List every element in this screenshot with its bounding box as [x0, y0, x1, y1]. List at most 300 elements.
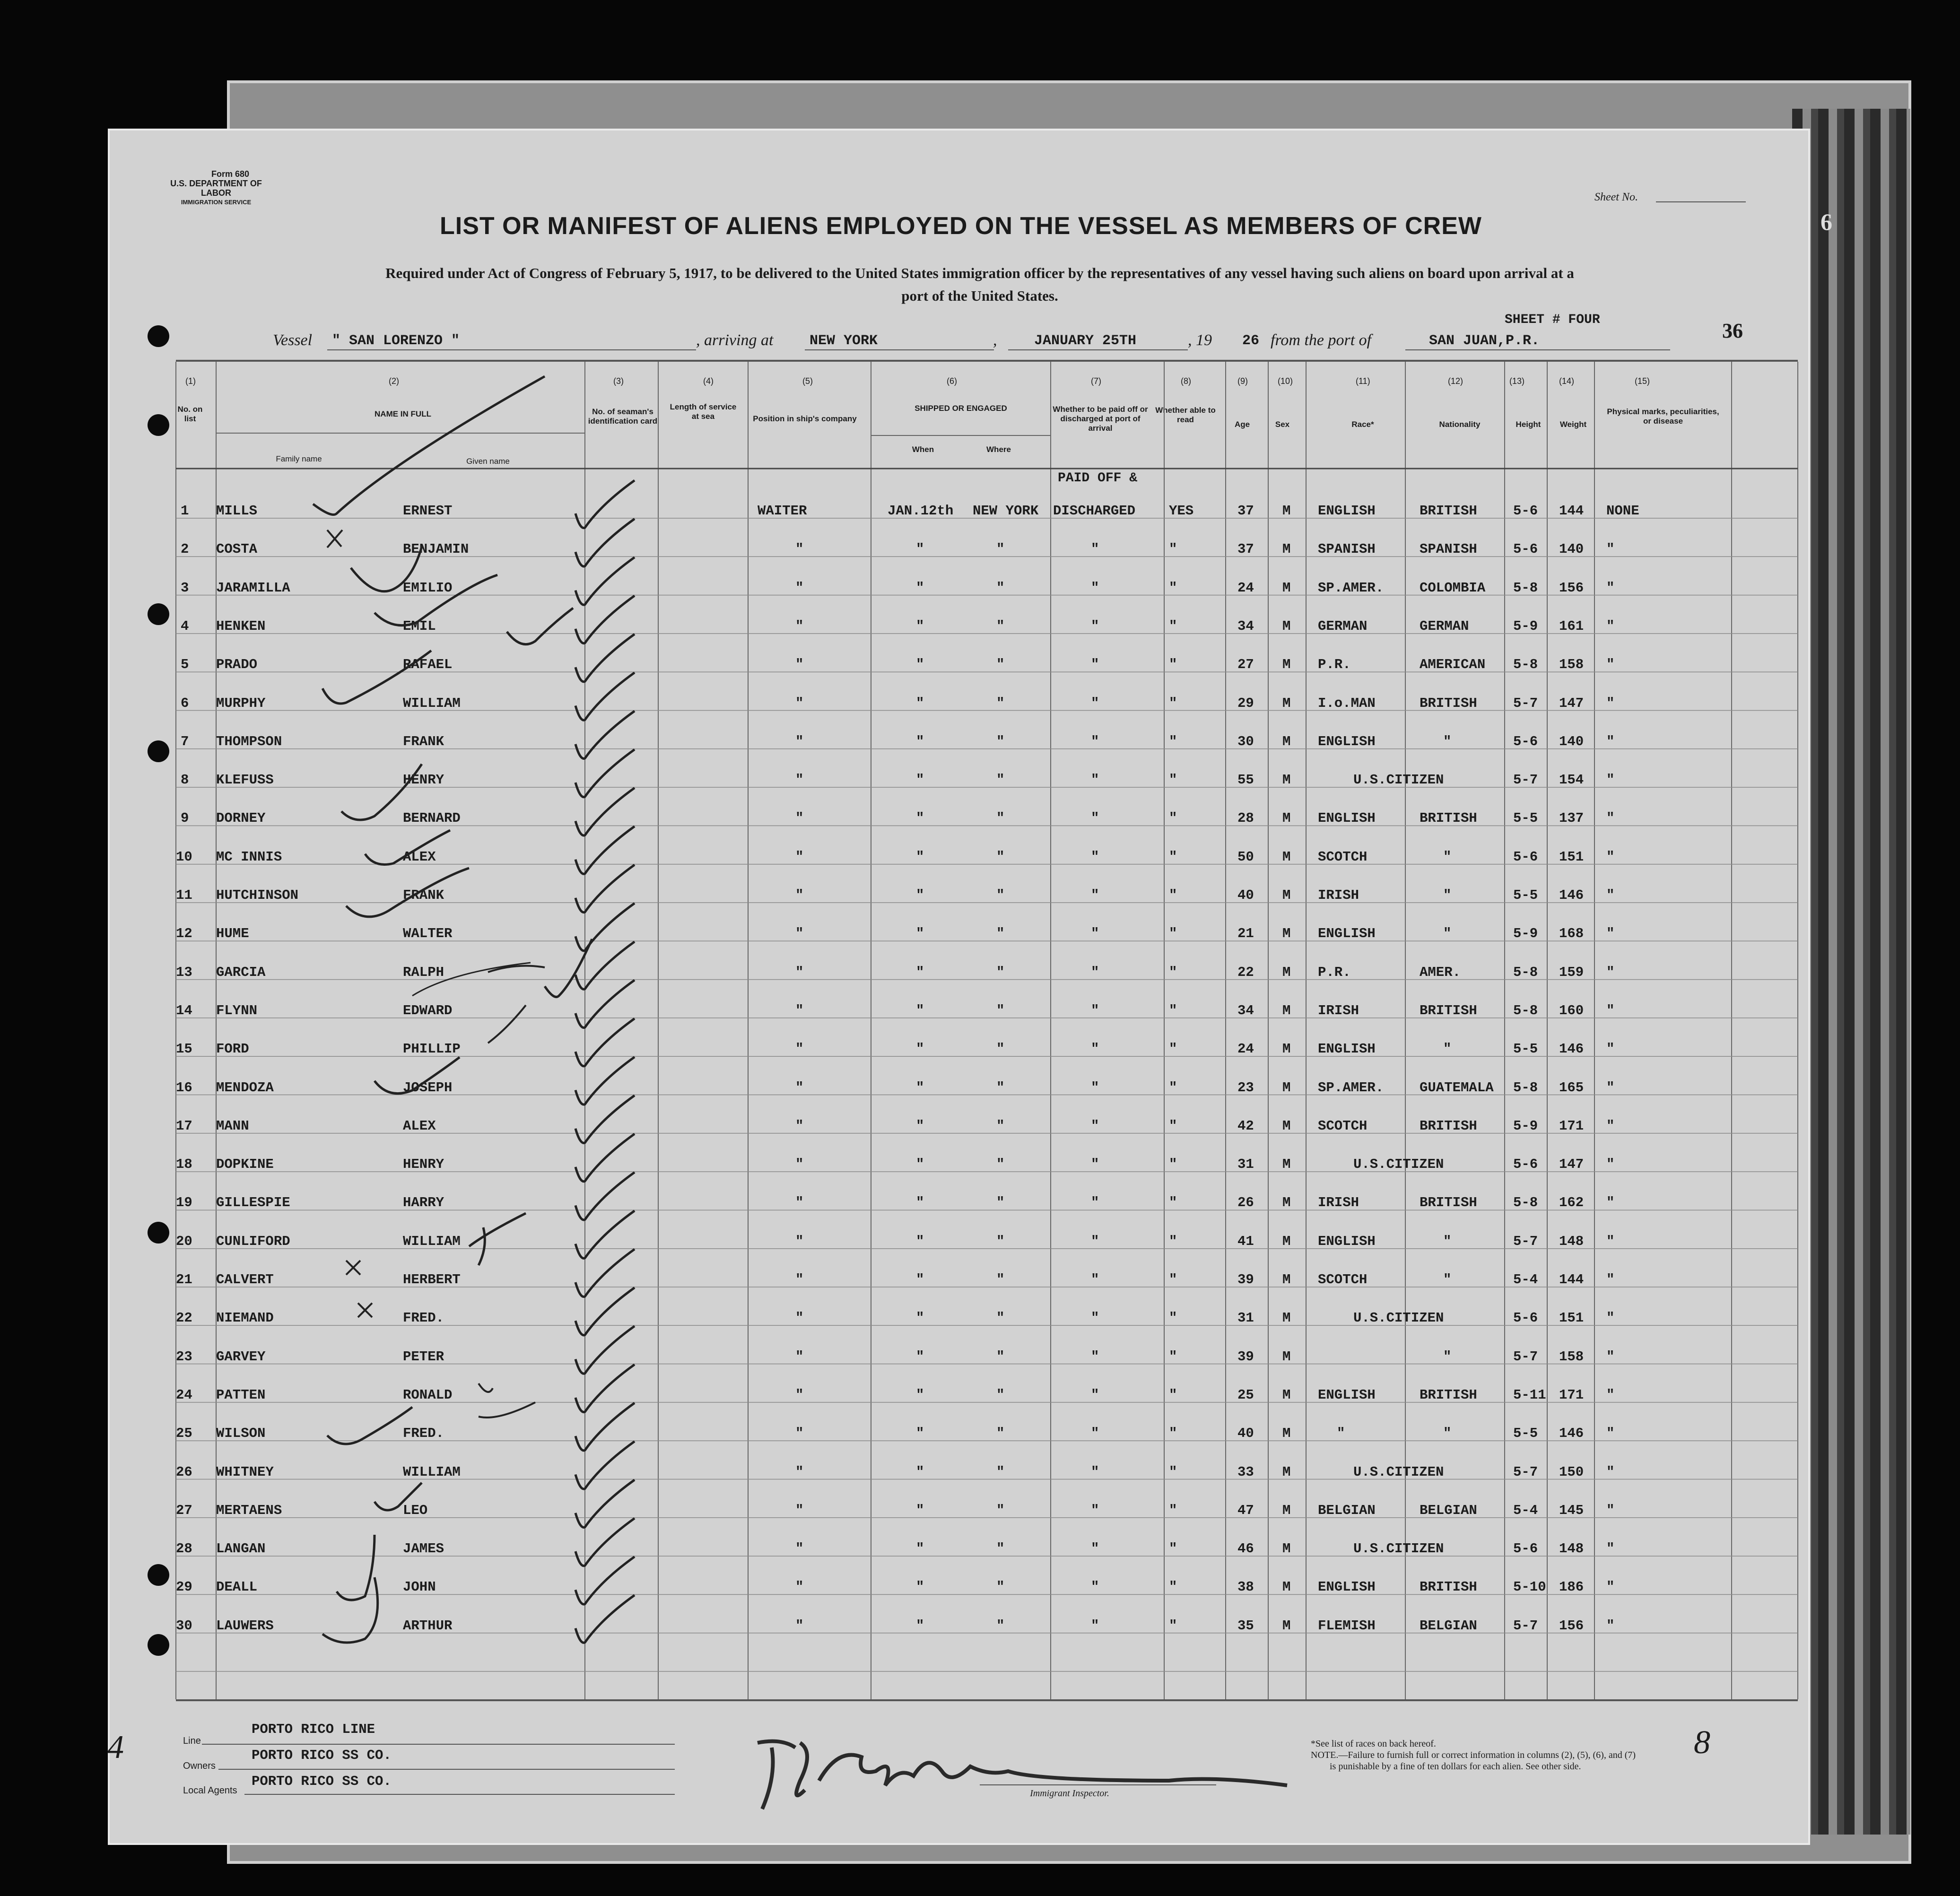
cell-physical-marks: "	[1606, 1348, 1615, 1365]
table-row	[110, 1186, 1812, 1225]
cell-weight: 144	[1559, 1272, 1584, 1287]
cell-paid-off: "	[1091, 849, 1099, 865]
cell-given-name: EMILIO	[403, 580, 453, 596]
cell-age: 25	[1237, 1387, 1254, 1403]
header-age: Age	[1234, 420, 1250, 429]
cell-able-to-read: "	[1169, 618, 1177, 634]
cell-age: 42	[1237, 1118, 1254, 1134]
table-row	[110, 1571, 1812, 1609]
cell-race: ENGLISH	[1318, 1387, 1376, 1403]
cell-able-to-read: "	[1169, 1502, 1177, 1518]
cell-position: "	[795, 887, 804, 903]
cell-nationality: U.S.CITIZEN	[1353, 1464, 1444, 1480]
cell-race: IRISH	[1318, 1002, 1359, 1018]
cell-sex: M	[1282, 810, 1291, 826]
cell-position: "	[795, 1157, 804, 1173]
cell-shipped-when: "	[916, 618, 924, 634]
cell-physical-marks: NONE	[1606, 503, 1639, 519]
table-row	[110, 994, 1812, 1033]
cell-position: "	[795, 1387, 804, 1403]
cell-position: "	[795, 1118, 804, 1134]
page-title: LIST OR MANIFEST OF ALIENS EMPLOYED ON THE VESSEL AS MEMBERS OF CREW	[440, 212, 1482, 240]
cell-race: ENGLISH	[1318, 503, 1376, 519]
cell-shipped-when: "	[916, 1348, 924, 1365]
cell-shipped-where: "	[996, 1464, 1005, 1480]
cell-weight: 165	[1559, 1079, 1584, 1096]
cell-age: 27	[1237, 657, 1254, 673]
cell-able-to-read: "	[1169, 1579, 1177, 1595]
cell-physical-marks: "	[1606, 1195, 1615, 1211]
inspector-label: Immigrant Inspector.	[1030, 1788, 1109, 1799]
header-height: Height	[1516, 420, 1541, 429]
cell-age: 28	[1237, 810, 1254, 826]
cell-height: 5-6	[1513, 1157, 1538, 1173]
cell-family-name: LAUWERS	[216, 1618, 274, 1634]
cell-paid-off: "	[1091, 1387, 1099, 1403]
cell-height: 5-6	[1513, 1310, 1538, 1326]
cell-physical-marks: "	[1606, 1310, 1615, 1326]
table-row	[110, 1340, 1812, 1379]
cell-position: "	[795, 1618, 804, 1634]
cell-physical-marks: "	[1606, 1002, 1615, 1018]
cell-shipped-when: "	[916, 849, 924, 865]
cell-nationality: "	[1443, 887, 1452, 903]
cell-shipped-when: "	[916, 1387, 924, 1403]
cell-age: 24	[1237, 580, 1254, 596]
cell-race: ENGLISH	[1318, 733, 1376, 749]
cell-weight: 154	[1559, 772, 1584, 788]
table-row	[110, 879, 1812, 918]
cell-position: "	[795, 849, 804, 865]
cell-physical-marks: "	[1606, 1579, 1615, 1595]
cell-position: "	[795, 1348, 804, 1365]
cell-paid-off: "	[1091, 1041, 1099, 1057]
cell-physical-marks: "	[1606, 810, 1615, 826]
cell-shipped-where: "	[996, 1233, 1005, 1249]
cell-shipped-where: "	[996, 1079, 1005, 1096]
table-row	[110, 648, 1812, 687]
cell-race: ENGLISH	[1318, 810, 1376, 826]
cell-given-name: JOSEPH	[403, 1079, 453, 1096]
col-num-1: (1)	[185, 376, 196, 386]
cell-family-name: MILLS	[216, 503, 258, 519]
cell-family-name: PRADO	[216, 657, 258, 673]
cell-height: 5-11	[1513, 1387, 1546, 1403]
col-num-7: (7)	[1091, 376, 1101, 386]
cell-weight: 137	[1559, 810, 1584, 826]
cell-weight: 148	[1559, 1233, 1584, 1249]
cell-row-number: 25	[176, 1426, 192, 1442]
cell-paid-off: "	[1091, 1002, 1099, 1018]
cell-height: 5-6	[1513, 849, 1538, 865]
cell-shipped-when: "	[916, 1541, 924, 1557]
cell-able-to-read: "	[1169, 1233, 1177, 1249]
cell-paid-off: "	[1091, 733, 1099, 749]
cell-race: BELGIAN	[1318, 1502, 1376, 1518]
cell-shipped-where: "	[996, 1618, 1005, 1634]
cell-height: 5-6	[1513, 1541, 1538, 1557]
cell-family-name: GARCIA	[216, 964, 266, 980]
cell-family-name: MC INNIS	[216, 849, 282, 865]
cell-position: "	[795, 541, 804, 557]
cell-shipped-when: "	[916, 541, 924, 557]
header-length-service: Length of service at sea	[670, 402, 737, 421]
arriving-port: NEW YORK	[810, 333, 878, 349]
cell-family-name: FORD	[216, 1041, 249, 1057]
cell-row-number: 29	[176, 1579, 192, 1595]
cell-paid-off: "	[1091, 772, 1099, 788]
cell-height: 5-9	[1513, 926, 1538, 942]
cell-physical-marks: "	[1606, 1387, 1615, 1403]
punch-hole	[148, 414, 169, 436]
cell-age: 24	[1237, 1041, 1254, 1057]
cell-paid-off: "	[1091, 1310, 1099, 1326]
cell-position: "	[795, 772, 804, 788]
cell-age: 33	[1237, 1464, 1254, 1480]
handwritten-number-left: 4	[107, 1729, 124, 1766]
table-row	[110, 1379, 1812, 1418]
cell-position: "	[795, 1502, 804, 1518]
cell-sex: M	[1282, 1272, 1291, 1287]
cell-weight: 158	[1559, 657, 1584, 673]
handwritten-number-right: 8	[1694, 1724, 1710, 1761]
cell-sex: M	[1282, 541, 1291, 557]
cell-height: 5-7	[1513, 772, 1538, 788]
sheet-no-line	[1656, 201, 1746, 202]
cell-sex: M	[1282, 1002, 1291, 1018]
cell-paid-off: "	[1091, 1233, 1099, 1249]
cell-nationality: BRITISH	[1420, 1579, 1477, 1595]
cell-race: P.R.	[1318, 657, 1351, 673]
cell-nationality: "	[1443, 926, 1452, 942]
vessel-underline	[327, 349, 696, 350]
cell-weight: 150	[1559, 1464, 1584, 1480]
cell-nationality: U.S.CITIZEN	[1353, 772, 1444, 788]
cell-physical-marks: "	[1606, 580, 1615, 596]
cell-age: 50	[1237, 849, 1254, 865]
vessel-name: " SAN LORENZO "	[332, 333, 460, 349]
cell-position: "	[795, 1310, 804, 1326]
cell-physical-marks: "	[1606, 1118, 1615, 1134]
cell-age: 26	[1237, 1195, 1254, 1211]
cell-age: 40	[1237, 887, 1254, 903]
col-num-9: (9)	[1237, 376, 1248, 386]
cell-height: 5-7	[1513, 1233, 1538, 1249]
cell-weight: 161	[1559, 618, 1584, 634]
cell-nationality: BELGIAN	[1420, 1618, 1477, 1634]
cell-sex: M	[1282, 657, 1291, 673]
cell-height: 5-8	[1513, 580, 1538, 596]
footnote-penalty-2: is punishable by a fine of ten dollars for each alien. See other side.	[1330, 1761, 1581, 1772]
cell-able-to-read: "	[1169, 1002, 1177, 1018]
cell-nationality: U.S.CITIZEN	[1353, 1310, 1444, 1326]
cell-shipped-when: "	[916, 657, 924, 673]
cell-row-number: 11	[176, 887, 192, 903]
cell-family-name: PATTEN	[216, 1387, 266, 1403]
col-num-3: (3)	[613, 376, 624, 386]
header-family-name: Family name	[276, 454, 322, 463]
cell-shipped-when: "	[916, 1464, 924, 1480]
cell-shipped-when: "	[916, 1157, 924, 1173]
table-row	[110, 1494, 1812, 1533]
cell-able-to-read: "	[1169, 772, 1177, 788]
cell-physical-marks: "	[1606, 1041, 1615, 1057]
arrival-date: JANUARY 25TH	[1034, 333, 1137, 349]
cell-row-number: 12	[176, 926, 192, 942]
cell-sex: M	[1282, 964, 1291, 980]
cell-nationality: BRITISH	[1420, 1195, 1477, 1211]
cell-position: "	[795, 657, 804, 673]
cell-family-name: CUNLIFORD	[216, 1233, 290, 1249]
cell-weight: 156	[1559, 580, 1584, 596]
table-row	[110, 495, 1812, 533]
cell-sex: M	[1282, 772, 1291, 788]
cell-given-name: FRANK	[403, 887, 444, 903]
cell-row-number: 8	[181, 772, 189, 788]
cell-paid-off: "	[1091, 1195, 1099, 1211]
cell-nationality: AMER.	[1420, 964, 1461, 980]
cell-height: 5-5	[1513, 1426, 1538, 1442]
cell-paid-off: "	[1091, 580, 1099, 596]
cell-paid-off: "	[1091, 1157, 1099, 1173]
cell-sex: M	[1282, 1502, 1291, 1518]
cell-family-name: LANGAN	[216, 1541, 266, 1557]
table-row	[110, 572, 1812, 610]
cell-position: "	[795, 810, 804, 826]
cell-age: 23	[1237, 1079, 1254, 1096]
owners-label: Owners	[183, 1761, 216, 1771]
cell-shipped-where: "	[996, 733, 1005, 749]
cell-able-to-read: "	[1169, 1387, 1177, 1403]
from-port-label: from the port of	[1271, 331, 1372, 349]
cell-shipped-where: "	[996, 1502, 1005, 1518]
cell-race: IRISH	[1318, 1195, 1359, 1211]
cell-weight: 146	[1559, 1426, 1584, 1442]
cell-sex: M	[1282, 1618, 1291, 1634]
cell-given-name: FRANK	[403, 733, 444, 749]
cell-row-number: 17	[176, 1118, 192, 1134]
col-num-11: (11)	[1356, 376, 1370, 386]
cell-nationality: U.S.CITIZEN	[1353, 1541, 1444, 1557]
cell-shipped-where: "	[996, 695, 1005, 711]
cell-age: 39	[1237, 1272, 1254, 1287]
cell-shipped-where: "	[996, 1387, 1005, 1403]
cell-sex: M	[1282, 1118, 1291, 1134]
cell-race: P.R.	[1318, 964, 1351, 980]
cell-shipped-where: "	[996, 1541, 1005, 1557]
cell-given-name: LEO	[403, 1502, 428, 1518]
cell-sex: M	[1282, 1579, 1291, 1595]
table-row	[110, 1417, 1812, 1456]
table-row	[110, 1225, 1812, 1264]
cell-nationality: BELGIAN	[1420, 1502, 1477, 1518]
agents-label: Local Agents	[183, 1785, 237, 1796]
cell-row-number: 15	[176, 1041, 192, 1057]
cell-physical-marks: "	[1606, 1502, 1615, 1518]
cell-able-to-read: "	[1169, 887, 1177, 903]
cell-sex: M	[1282, 887, 1291, 903]
cell-height: 5-8	[1513, 657, 1538, 673]
cell-shipped-when: "	[916, 1426, 924, 1442]
cell-race: SPANISH	[1318, 541, 1376, 557]
cell-age: 34	[1237, 618, 1254, 634]
cell-physical-marks: "	[1606, 1233, 1615, 1249]
cell-family-name: HUTCHINSON	[216, 887, 299, 903]
cell-sex: M	[1282, 1079, 1291, 1096]
punch-hole	[148, 325, 169, 347]
cell-able-to-read: "	[1169, 1157, 1177, 1173]
col-num-15: (15)	[1635, 376, 1650, 386]
cell-position: "	[795, 733, 804, 749]
cell-family-name: HUME	[216, 926, 249, 942]
table-row	[110, 725, 1812, 764]
cell-nationality: "	[1443, 1426, 1452, 1442]
cell-shipped-where: "	[996, 1310, 1005, 1326]
cell-paid-off: "	[1091, 1541, 1099, 1557]
cell-shipped-when: "	[916, 1079, 924, 1096]
cell-height: 5-4	[1513, 1272, 1538, 1287]
cell-family-name: JARAMILLA	[216, 580, 290, 596]
col-num-6: (6)	[947, 376, 957, 386]
cell-shipped-where: "	[996, 1002, 1005, 1018]
cell-physical-marks: "	[1606, 1426, 1615, 1442]
cell-able-to-read: "	[1169, 1426, 1177, 1442]
cell-age: 34	[1237, 1002, 1254, 1018]
cell-paid-off: "	[1091, 1118, 1099, 1134]
cell-shipped-where: "	[996, 810, 1005, 826]
cell-row-number: 3	[181, 580, 189, 596]
cell-weight: 171	[1559, 1118, 1584, 1134]
cell-row-number: 27	[176, 1502, 192, 1518]
arrival-year: 26	[1242, 333, 1260, 349]
cell-race: SP.AMER.	[1318, 1079, 1384, 1096]
cell-shipped-when: "	[916, 1502, 924, 1518]
cell-shipped-where: "	[996, 849, 1005, 865]
cell-given-name: ALEX	[403, 849, 436, 865]
cell-given-name: RALPH	[403, 964, 444, 980]
cell-given-name: FRED.	[403, 1310, 444, 1326]
cell-height: 5-9	[1513, 1118, 1538, 1134]
cell-given-name: WILLIAM	[403, 1233, 461, 1249]
cell-nationality: COLOMBIA	[1420, 580, 1486, 596]
cell-able-to-read: "	[1169, 580, 1177, 596]
cell-race: "	[1337, 1426, 1345, 1442]
cell-sex: M	[1282, 849, 1291, 865]
cell-sex: M	[1282, 1195, 1291, 1211]
cell-shipped-where: "	[996, 926, 1005, 942]
line-value: PORTO RICO LINE	[252, 1722, 375, 1737]
cell-able-to-read: YES	[1169, 503, 1194, 519]
col-num-10: (10)	[1278, 376, 1293, 386]
cell-nationality: BRITISH	[1420, 1002, 1477, 1018]
cell-family-name: HENKEN	[216, 618, 266, 634]
cell-shipped-when: "	[916, 772, 924, 788]
col-num-8: (8)	[1181, 376, 1191, 386]
line-label: Line	[183, 1736, 201, 1746]
cell-shipped-when: "	[916, 1310, 924, 1326]
cell-sex: M	[1282, 1310, 1291, 1326]
cell-weight: 140	[1559, 541, 1584, 557]
header-where: Where	[986, 445, 1011, 454]
cell-age: 47	[1237, 1502, 1254, 1518]
cell-row-number: 1	[181, 503, 189, 519]
cell-paid-off: "	[1091, 657, 1099, 673]
cell-race: SCOTCH	[1318, 1272, 1368, 1287]
footnote-races: *See list of races on back hereof.	[1311, 1739, 1436, 1749]
cell-position: "	[795, 964, 804, 980]
col-num-14: (14)	[1559, 376, 1575, 386]
table-row	[110, 533, 1812, 572]
cell-family-name: MANN	[216, 1118, 249, 1134]
cell-shipped-when: "	[916, 1118, 924, 1134]
table-row	[110, 802, 1812, 841]
cell-shipped-when: "	[916, 580, 924, 596]
cell-position: "	[795, 618, 804, 634]
table-row	[110, 1609, 1812, 1648]
cell-nationality: BRITISH	[1420, 503, 1477, 519]
cell-able-to-read: "	[1169, 541, 1177, 557]
cell-family-name: MURPHY	[216, 695, 266, 711]
cell-weight: 140	[1559, 733, 1584, 749]
cell-family-name: DEALL	[216, 1579, 258, 1595]
cell-shipped-when: "	[916, 695, 924, 711]
col-num-12: (12)	[1448, 376, 1463, 386]
table-row	[110, 1302, 1812, 1340]
cell-height: 5-7	[1513, 1464, 1538, 1480]
cell-row-number: 7	[181, 733, 189, 749]
cell-nationality: BRITISH	[1420, 1387, 1477, 1403]
header-weight: Weight	[1559, 420, 1587, 429]
header-race: Race*	[1351, 420, 1374, 429]
cell-physical-marks: "	[1606, 849, 1615, 865]
cell-weight: 145	[1559, 1502, 1584, 1518]
cell-shipped-when: "	[916, 1195, 924, 1211]
cell-height: 5-8	[1513, 1002, 1538, 1018]
owners-value: PORTO RICO SS CO.	[252, 1748, 392, 1763]
cell-row-number: 10	[176, 849, 192, 865]
table-row	[110, 610, 1812, 649]
cell-family-name: MENDOZA	[216, 1079, 274, 1096]
cell-shipped-when: "	[916, 1041, 924, 1057]
header-name-in-full: NAME IN FULL	[375, 409, 431, 418]
cell-race: SCOTCH	[1318, 1118, 1368, 1134]
cell-paid-off: "	[1091, 1079, 1099, 1096]
cell-able-to-read: "	[1169, 695, 1177, 711]
cell-age: 31	[1237, 1157, 1254, 1173]
cell-given-name: WALTER	[403, 926, 453, 942]
cell-given-name: HERBERT	[403, 1272, 461, 1287]
cell-height: 5-9	[1513, 618, 1538, 634]
cell-able-to-read: "	[1169, 1464, 1177, 1480]
cell-weight: 146	[1559, 1041, 1584, 1057]
table-row	[110, 917, 1812, 956]
cell-height: 5-5	[1513, 810, 1538, 826]
cell-age: 41	[1237, 1233, 1254, 1249]
cell-shipped-where: "	[996, 1579, 1005, 1595]
cell-given-name: ARTHUR	[403, 1618, 453, 1634]
cell-paid-off: "	[1091, 1579, 1099, 1595]
cell-height: 5-10	[1513, 1579, 1546, 1595]
form-number: Form 680	[211, 169, 250, 179]
cell-able-to-read: "	[1169, 657, 1177, 673]
cell-row-number: 14	[176, 1002, 192, 1018]
cell-age: 38	[1237, 1579, 1254, 1595]
line-underline	[202, 1744, 675, 1745]
cell-able-to-read: "	[1169, 1310, 1177, 1326]
cell-weight: 160	[1559, 1002, 1584, 1018]
table-bottom-rule	[176, 1699, 1798, 1701]
table-row	[110, 764, 1812, 802]
